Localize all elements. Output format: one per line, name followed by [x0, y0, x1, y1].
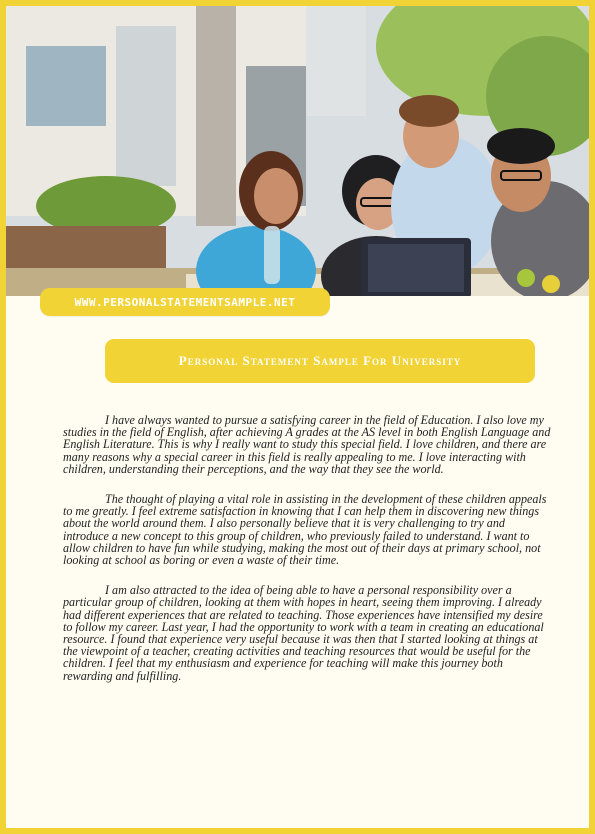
- students-photo-illustration: [6, 6, 589, 296]
- document-title: Personal Statement Sample For University: [105, 339, 535, 383]
- paragraph-3: I am also attracted to the idea of being able to have a personal responsibility over a particular group of children, looking at them with hopes in heart, seeing them improving. I already had different experiences that are related to teaching. Those experiences have intensified my desire to follow my career. Last year, I had the opportunity to work with a team in creating an educational resource. I found that experience very useful because it was then that I started looking at things at the viewpoint of a teacher, creating activities and teaching resources that would be useful for the children. I feel that my enthusiasm and experience for teaching will make this journey both rewarding and fulfilling.: [63, 583, 544, 683]
- paragraph-1: I have always wanted to pursue a satisfying career in the field of Education. I also love my studies in the field of English, after achieving A grades at the AS level in both English Language and English Literature. This is why I really want to study this special field. I love children, and there are many reasons why a special career in this field is really appealing to me. I love interacting with children, understanding their perceptions, and the way that they see the world.: [63, 413, 551, 476]
- website-url-badge[interactable]: WWW.PERSONALSTATEMENTSAMPLE.NET: [40, 288, 330, 316]
- header-photo: [6, 6, 589, 296]
- paragraph-2: The thought of playing a vital role in assisting in the development of these children appeals to me greatly. I feel extreme satisfaction in knowing that I can help them in discovering new things about the world around them. I also personally believe that it is very challenging to try and introduce a new concept to this group of children, who previously failed to understand. I want to allow children to have fun while studying, making the most out of their days at primary school, not looking at school as boring or even a waste of their time.: [63, 492, 547, 568]
- document-body: [63, 414, 551, 700]
